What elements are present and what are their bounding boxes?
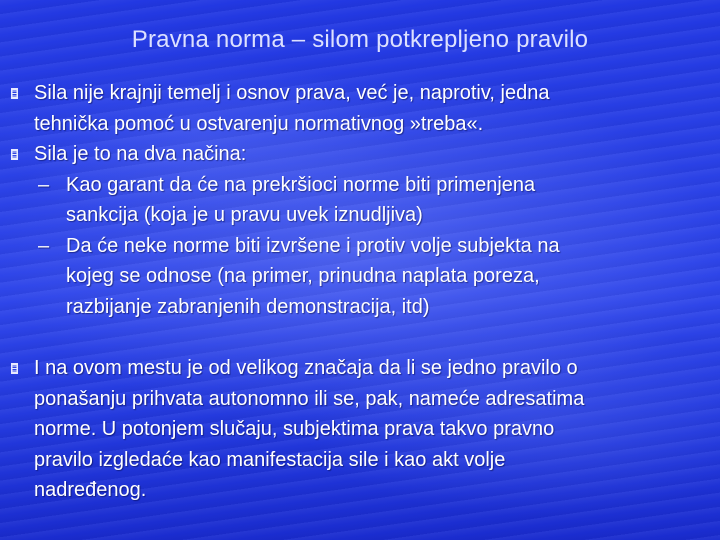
bullet-item	[10, 353, 710, 506]
sub-bullet-line: sankcija (koja je u pravu uvek iznudljiva)	[66, 204, 423, 226]
bullet-item	[10, 78, 710, 139]
bullet-line: Sila je to na dva načina:	[34, 143, 247, 165]
sub-bullet-line: Da će neke norme biti izvršene i protiv volje subjekta na	[66, 234, 560, 257]
sub-bullet-line: razbijanje zabranjenih demonstracija, itd)	[66, 295, 430, 318]
sub-bullet-line: Kao garant da će na prekršioci norme biti primenjena	[66, 173, 536, 196]
slide-body	[10, 78, 710, 506]
sub-bullet-item	[10, 170, 710, 231]
dash-marker: –	[38, 173, 50, 196]
bullet-line: nadređenog.	[34, 479, 147, 501]
slide-title: Pravna norma – silom potkrepljeno pravilo	[131, 26, 589, 53]
bullet-line: I na ovom mestu je od velikog značaja da li se jedno pravilo o	[34, 357, 578, 379]
bullet-item	[10, 139, 710, 170]
paragraph-spacer	[10, 322, 710, 353]
bullet-line: ponašanju prihvata autonomno ili se, pak, nameće adresatima	[34, 387, 585, 410]
sub-bullet-item	[10, 231, 710, 323]
bullet-line: pravilo izgledaće kao manifestacija sile i kao akt volje	[34, 448, 506, 471]
sub-bullet-line: kojeg se odnose (na primer, prinudna naplata poreza,	[66, 265, 540, 287]
bullet-line: tehnička pomoć u ostvarenju normativnog »treba«.	[34, 112, 484, 135]
bullet-line: Sila nije krajnji temelj i osnov prava, već je, naprotiv, jedna	[34, 82, 550, 104]
dash-marker: –	[38, 234, 50, 257]
bullet-line: norme. U potonjem slučaju, subjektima prava takvo pravno	[34, 418, 555, 440]
square-bullet-icon	[10, 148, 20, 161]
square-bullet-icon	[10, 87, 20, 100]
square-bullet-icon	[10, 362, 20, 375]
